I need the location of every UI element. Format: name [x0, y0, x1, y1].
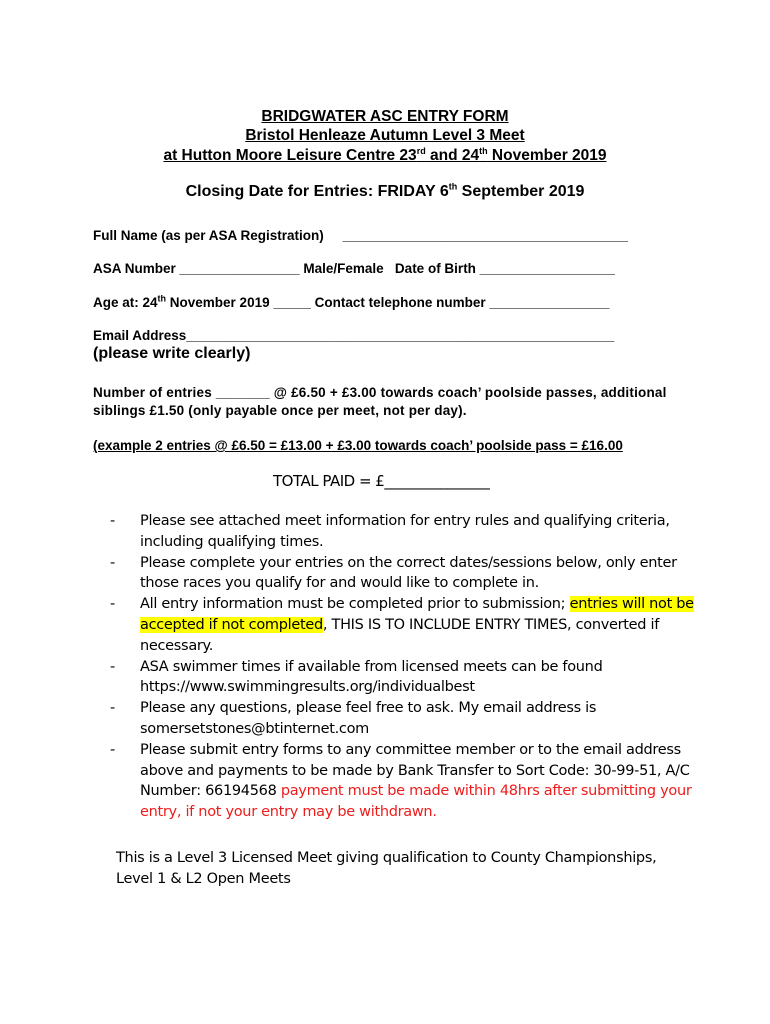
- age-sup: th: [157, 293, 167, 304]
- note-text: All entry information must be completed prior to submission;: [140, 596, 570, 613]
- list-item: [110, 511, 700, 553]
- meet-venue: [0, 147, 770, 165]
- dash-bullet: -: [110, 513, 115, 529]
- payment-warning: payment must be made within 48hrs after submitting your entry, if not your entry may be withdrawn.: [140, 783, 692, 821]
- note-text: , THIS IS TO INCLUDE ENTRY TIMES, converted if necessary.: [140, 616, 660, 654]
- closing-date: [0, 183, 770, 201]
- highlighted-warning: entries will not be accepted if not completed: [140, 596, 694, 633]
- asa-number-field[interactable]: ASA Number ________________ Male/Female Date of Birth __________________: [93, 261, 615, 276]
- age-suffix: November 2019 _____ Contact telephone number ________________: [166, 295, 610, 310]
- age-contact-field[interactable]: [93, 295, 610, 310]
- note-text: Please complete your entries on the correct dates/sessions below, only enter those races you qualify for and would like to complete in.: [140, 554, 677, 592]
- dash-bullet: -: [110, 596, 115, 613]
- notes-list: [110, 511, 700, 823]
- total-paid[interactable]: TOTAL PAID = £_______________: [273, 472, 490, 490]
- note-text: Please any questions, please feel free to ask. My email address is somersetstones@btinternet.com: [140, 700, 597, 737]
- list-item: [110, 740, 700, 823]
- age-prefix: Age at: 24: [93, 295, 158, 310]
- closing-sup: th: [448, 181, 458, 192]
- entries-fee-text: Number of entries _______ @ £6.50 + £3.00 towards coach’ poolside passes, additional siblings £1.50 (only payable once per meet, not per day).: [93, 385, 667, 418]
- closing-suffix: September 2019: [457, 183, 585, 200]
- venue-prefix: at Hutton Moore Leisure Centre 23: [163, 147, 417, 164]
- note-text: ASA swimmer times if available from licensed meets can be found https://www.swimmingresults.org/individualbest: [140, 658, 603, 696]
- full-name-field[interactable]: Full Name (as per ASA Registration) ______________________________________: [93, 228, 628, 243]
- list-item: [110, 698, 700, 740]
- dash-bullet: -: [110, 741, 115, 758]
- note-text: Please see attached meet information for entry rules and qualifying criteria, including qualifying times.: [140, 513, 670, 550]
- dash-bullet: -: [110, 700, 115, 717]
- venue-sup-2: th: [479, 145, 488, 156]
- venue-mid: and 24: [425, 147, 480, 164]
- list-item: [110, 553, 700, 595]
- dash-bullet: -: [110, 658, 115, 675]
- license-note: This is a Level 3 Licensed Meet giving qualification to County Championships, Level 1 & L2 Open Meets: [116, 850, 657, 887]
- venue-sup-1: rd: [416, 145, 426, 156]
- write-clearly-note: (please write clearly): [93, 345, 251, 362]
- email-field[interactable]: Email Address_________________________________________________________: [93, 328, 615, 343]
- note-text: Please submit entry forms to any committee member or to the email address above and payments to be made by Bank Transfer to Sort Code: 30-99-51, A/C Number: 66194568: [140, 741, 690, 800]
- dash-bullet: -: [110, 554, 115, 571]
- closing-prefix: Closing Date for Entries: FRIDAY 6: [185, 183, 449, 200]
- form-title: BRIDGWATER ASC ENTRY FORM: [261, 108, 509, 125]
- list-item: [110, 657, 700, 699]
- list-item: [110, 594, 700, 656]
- meet-name: Bristol Henleaze Autumn Level 3 Meet: [245, 127, 525, 144]
- example-fee-text: (example 2 entries @ £6.50 = £13.00 + £3.00 towards coach’ poolside pass = £16.00: [93, 438, 623, 453]
- venue-suffix: November 2019: [487, 147, 607, 164]
